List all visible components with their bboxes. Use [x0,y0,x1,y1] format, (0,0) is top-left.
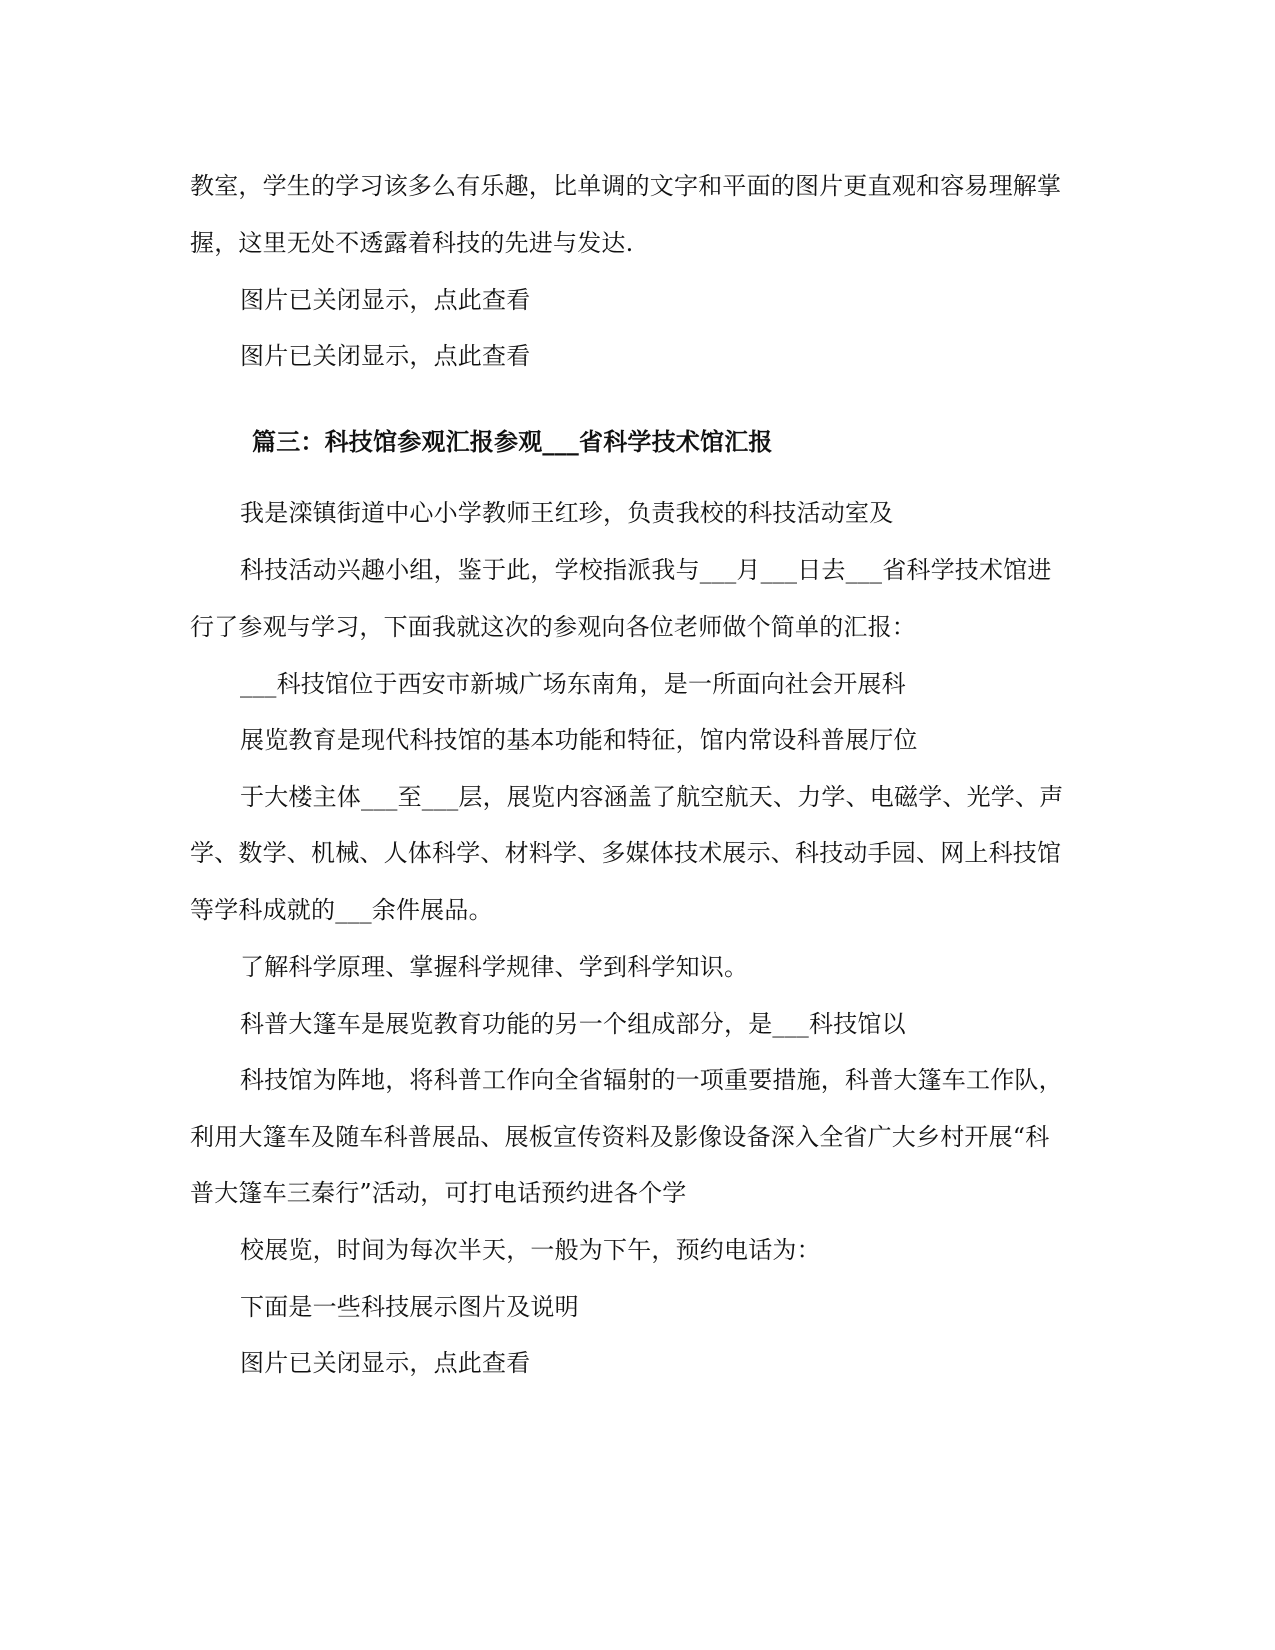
text-line: 握，这里无处不透露着科技的先进与发达. [190,229,634,257]
text-line: 学、数学、机械、人体科学、材料学、多媒体技术展示、科技动手园、网上科技馆 [190,839,1062,867]
image-placeholder-link[interactable]: 图片已关闭显示，点此查看 [240,1349,531,1377]
text-line: ___科技馆位于西安市新城广场东南角，是一所面向社会开展科 [240,670,906,698]
text-line: 科技活动兴趣小组，鉴于此，学校指派我与___月___日去___省科学技术馆进 [240,556,1052,584]
image-placeholder-link[interactable]: 图片已关闭显示，点此查看 [240,342,531,370]
text-line: 了解科学原理、掌握科学规律、学到科学知识。 [240,953,749,981]
image-placeholder-link[interactable]: 图片已关闭显示，点此查看 [240,286,531,314]
text-line: 科普大篷车是展览教育功能的另一个组成部分，是___科技馆以 [240,1010,906,1038]
section-heading: 篇三：科技馆参观汇报参观___省科学技术馆汇报 [252,427,773,456]
text-line: 行了参观与学习，下面我就这次的参观向各位老师做个简单的汇报： [190,613,916,641]
text-line: 校展览，时间为每次半天，一般为下午，预约电话为： [240,1236,821,1264]
text-line: 等学科成就的___余件展品。 [190,896,493,924]
text-line: 展览教育是现代科技馆的基本功能和特征，馆内常设科普展厅位 [240,726,918,754]
text-line: 教室，学生的学习该多么有乐趣，比单调的文字和平面的图片更直观和容易理解掌 [190,172,1062,200]
text-line: 利用大篷车及随车科普展品、展板宣传资料及影像设备深入全省广大乡村开展“科 [190,1123,1050,1151]
text-line: 科技馆为阵地，将科普工作向全省辐射的一项重要措施，科普大篷车工作队， [240,1066,1063,1094]
text-line: 我是滦镇街道中心小学教师王红珍，负责我校的科技活动室及 [240,499,894,527]
text-line: 普大篷车三秦行”活动，可打电话预约进各个学 [190,1179,687,1207]
text-line: 于大楼主体___至___层，展览内容涵盖了航空航天、力学、电磁学、光学、声 [240,783,1064,811]
text-line: 下面是一些科技展示图片及说明 [240,1293,579,1321]
